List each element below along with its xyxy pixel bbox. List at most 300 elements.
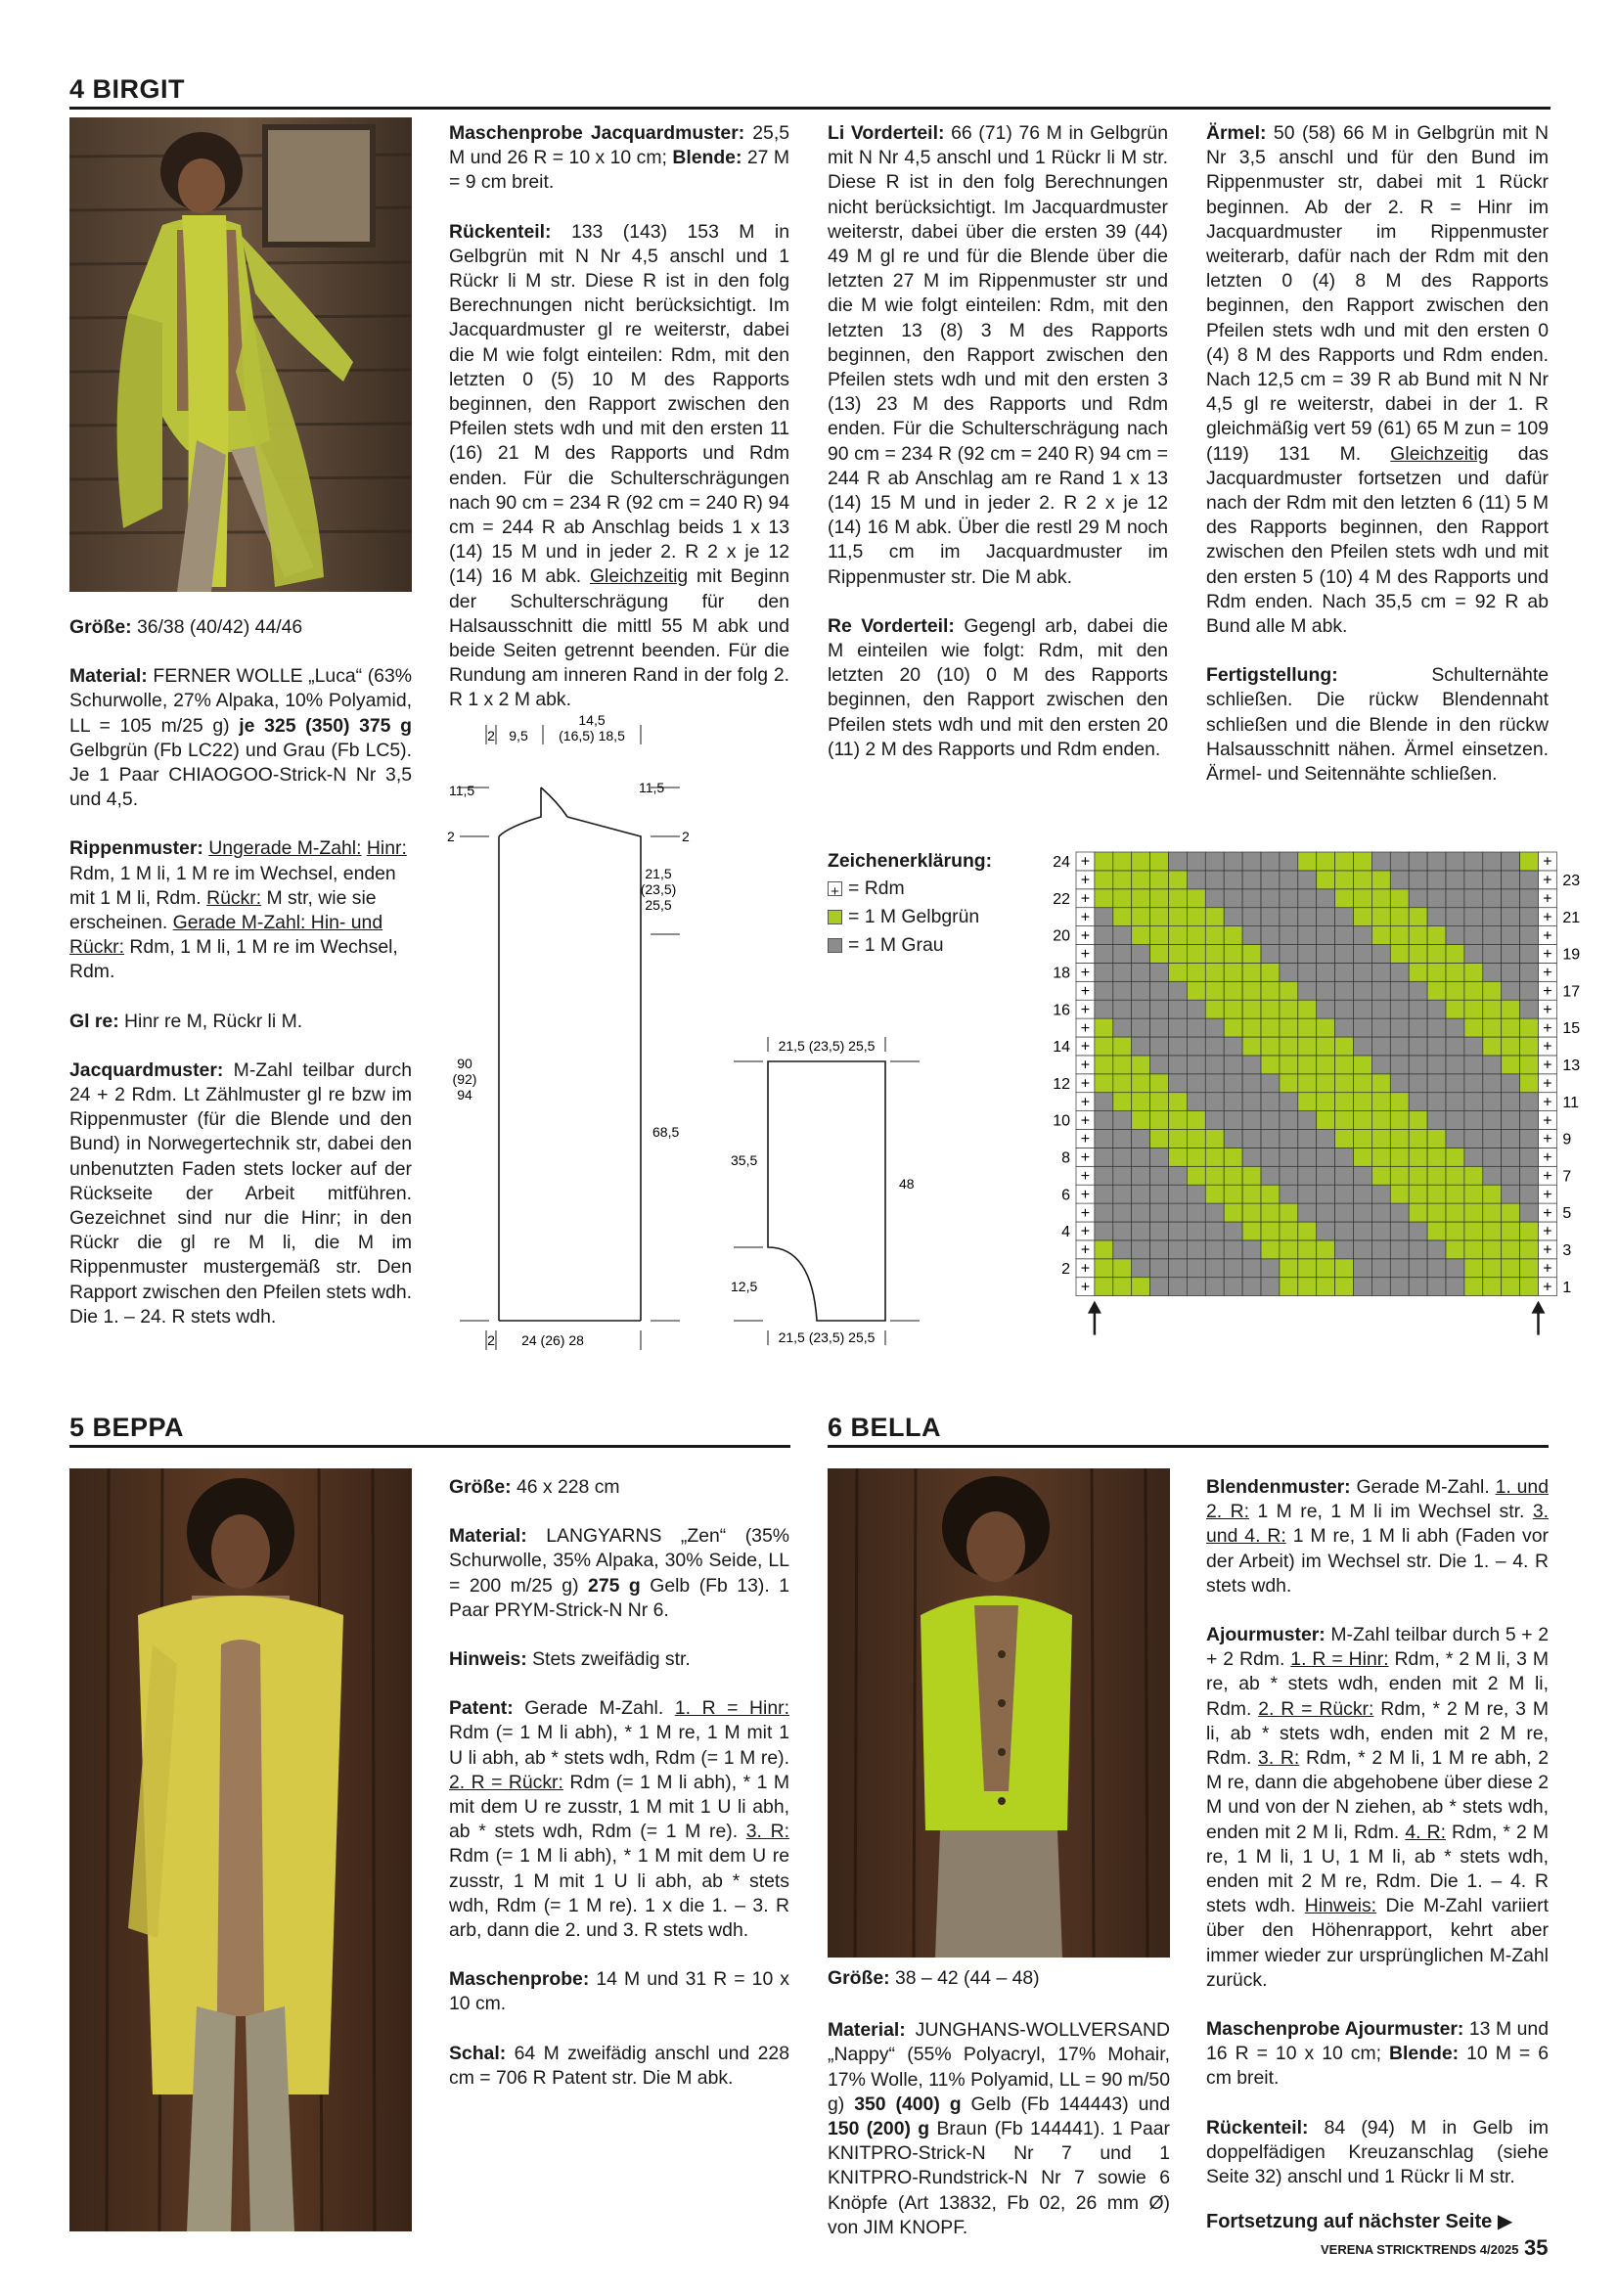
- chart-cell: [1095, 871, 1113, 889]
- beppa-schal: Schal: 64 M zweifädig anschl und 228 cm = 706 R Patent str. Die M abk.: [449, 2042, 789, 2089]
- chart-cell: [1242, 1056, 1261, 1074]
- chart-cell: [1224, 981, 1242, 1000]
- chart-cell: [1242, 1111, 1261, 1130]
- chart-cell: [1280, 945, 1298, 964]
- chart-cell: [1150, 1203, 1169, 1222]
- chart-cell: [1113, 1222, 1132, 1240]
- chart-row-label-left: 8: [1061, 1149, 1070, 1167]
- birgit-rueckenteil: Rückenteil: 133 (143) 153 M in Gelbgrün mit N Nr 4,5 anschl und 1 Rückr li M str. Diese R ist in den folg Berechnungen nicht berücksichtigt. Im Jacquardmuster gl re weiterstr, dabei die M wie folgt einteilen: Rdm, mit den letzten 0 (5) 10 M des Rapports beginnen, den Rapport zwischen den Pfeilen stets wdh und mit den ersten 11 (16) 21 M des Rapports und Rdm enden. Für die Schulterschrägungen nach 90 cm = 234 R (92 cm = 240 R) 94 cm = 244 R ab Anschlag beids 1 x 13 (14) 15 M und in jeder 2. R 2 x je 12 (14) 16 M abk. Gleichzeitig mit Beginn der Schulterschrägung für den Halsausschnitt die mittl 55 M abk und beide Seiten getrennt beenden. Für die Rundung am inneren Rand in der folg 2. R 1 x 2 M abk.: [449, 220, 789, 711]
- chart-row-label-left: 16: [1053, 1002, 1070, 1019]
- chart-cell: [1187, 981, 1205, 1000]
- chart-cell: [1242, 852, 1261, 871]
- chart-cell: [1205, 1037, 1224, 1056]
- chart-cell: [1335, 1148, 1354, 1166]
- chart-cell: [1132, 1074, 1150, 1093]
- chart-cell: [1095, 1166, 1113, 1185]
- chart-row-label-left: 24: [1053, 854, 1070, 872]
- chart-cell: [1187, 963, 1205, 981]
- chart-cell: [1113, 926, 1132, 945]
- chart-cell: [1483, 945, 1502, 964]
- chart-cell: [1464, 1222, 1483, 1240]
- dim-armhole-3: 25,5: [645, 897, 672, 913]
- chart-cell: [1335, 1111, 1354, 1130]
- chart-cell: [1280, 1037, 1298, 1056]
- chart-cell: [1409, 1093, 1427, 1111]
- chart-cell: [1483, 1185, 1502, 1203]
- chart-cell: [1390, 1278, 1409, 1296]
- chart-cell: [1483, 1018, 1502, 1037]
- chart-cell: [1427, 1037, 1446, 1056]
- birgit-col-3: [828, 121, 1168, 787]
- chart-cell: [1502, 1130, 1520, 1148]
- chart-cell: [1205, 1166, 1224, 1185]
- chart-cell: [1446, 945, 1464, 964]
- chart-cell: [1242, 908, 1261, 926]
- chart-cell: [1261, 1093, 1280, 1111]
- chart-cell: [1371, 981, 1390, 1000]
- chart-cell: [1095, 1185, 1113, 1203]
- chart-cell: [1371, 963, 1390, 981]
- chart-cell: [1520, 1018, 1539, 1037]
- chart-cell: [1483, 1074, 1502, 1093]
- chart-cell: [1520, 1203, 1539, 1222]
- chart-cell: [1446, 1203, 1464, 1222]
- dim-bottom-width: 24 (26) 28: [521, 1332, 584, 1348]
- chart-row-label-left: 6: [1061, 1187, 1070, 1204]
- chart-cell: [1280, 1278, 1298, 1296]
- chart-cell: [1464, 1074, 1483, 1093]
- birgit-groesse: Größe: 36/38 (40/42) 44/46: [69, 616, 303, 638]
- chart-cell: [1354, 1166, 1372, 1185]
- chart-cell: [1446, 1240, 1464, 1259]
- chart-cell: [1298, 1185, 1317, 1203]
- chart-cell: [1242, 963, 1261, 981]
- chart-cell: [1187, 1074, 1205, 1093]
- chart-cell: [1242, 1185, 1261, 1203]
- chart-cell: [1371, 871, 1390, 889]
- chart-rdm-mark: +: [1543, 909, 1552, 926]
- chart-cell: [1427, 1074, 1446, 1093]
- birgit-fertigstellung: Fertigstellung: Schulternähte schließen. Die rückw Blendennaht schließen und die Blende in den rückw Halsausschnitt nähen. Ärmel einsetzen. Ärmel- und Seitennähte schließen.: [1206, 664, 1549, 786]
- chart-cell: [1169, 852, 1188, 871]
- sleeve-top-width: 21,5 (23,5) 25,5: [778, 1038, 876, 1054]
- chart-rdm-mark: +: [1080, 1204, 1091, 1222]
- chart-cell: [1483, 871, 1502, 889]
- chart-cell: [1187, 1018, 1205, 1037]
- chart-cell: [1280, 963, 1298, 981]
- chart-row-label-right: 1: [1562, 1279, 1572, 1296]
- chart-cell: [1520, 1074, 1539, 1093]
- chart-rdm-mark: +: [1080, 1168, 1091, 1186]
- section-title-birgit: 4 BIRGIT: [69, 74, 1551, 110]
- chart-cell: [1132, 1222, 1150, 1240]
- chart-cell: [1427, 871, 1446, 889]
- chart-cell: [1427, 1000, 1446, 1018]
- chart-cell: [1132, 1203, 1150, 1222]
- chart-cell: [1354, 1203, 1372, 1222]
- chart-cell: [1242, 926, 1261, 945]
- chart-cell: [1150, 1185, 1169, 1203]
- chart-cell: [1187, 1056, 1205, 1074]
- chart-cell: [1464, 1130, 1483, 1148]
- chart-cell: [1150, 1259, 1169, 1278]
- chart-cell: [1446, 981, 1464, 1000]
- chart-cell: [1242, 1148, 1261, 1166]
- chart-cell: [1446, 852, 1464, 871]
- bella-ajourmuster: Ajourmuster: M-Zahl teilbar durch 5 + 2 + 2 Rdm. 1. R = Hinr: Rdm, * 2 M li, 3 M re, ab * stets wdh, enden mit 2 M li, Rdm. 2. R = Rückr: Rdm, * 2 M re, 3 M li, ab * stets wdh, enden mit 2 M re, Rdm. 3. R: Rdm, * 2 M li, 1 M re abh, 2 M re, dann die abgehobene über diese 2 M und von der N ziehen, ab * stets wdh, enden mit 2 M li, Rdm. 4. R: Rdm, * 2 M re, 1 M li, 1 U, 1 M li, ab * stets wdh, enden mit 2 M re, Rdm. Die 1. – 4. R stets wdh. Hinweis: Die M-Zahl variiert über den Höhenrapport, kehrt aber immer wieder zur ursprünglichen M-Zahl zurück.: [1206, 1624, 1549, 1991]
- chart-rdm-mark: +: [1543, 853, 1552, 871]
- chart-cell: [1298, 1018, 1317, 1037]
- chart-cell: [1317, 1166, 1335, 1185]
- chart-cell: [1354, 1037, 1372, 1056]
- chart-rdm-mark: +: [1543, 1168, 1552, 1186]
- chart-cell: [1150, 963, 1169, 981]
- chart-cell: [1224, 1093, 1242, 1111]
- green-square-icon: [828, 910, 842, 924]
- chart-cell: [1335, 1222, 1354, 1240]
- chart-cell: [1095, 1093, 1113, 1111]
- chart-cell: [1354, 1222, 1372, 1240]
- chart-cell: [1205, 945, 1224, 964]
- sleeve-right-h: 48: [899, 1176, 915, 1192]
- chart-rdm-mark: +: [1543, 1279, 1552, 1296]
- bella-groesse: Größe: 38 – 42 (44 – 48): [828, 1967, 1040, 1989]
- chart-cell: [1446, 1166, 1464, 1185]
- chart-cell: [1502, 1222, 1520, 1240]
- body-outline: [499, 788, 641, 1321]
- chart-cell: [1427, 1166, 1446, 1185]
- chart-cell: [1261, 981, 1280, 1000]
- chart-rdm-mark: +: [1080, 1131, 1091, 1148]
- chart-cell: [1187, 1148, 1205, 1166]
- chart-cell: [1150, 926, 1169, 945]
- chart-cell: [1169, 1240, 1188, 1259]
- chart-cell: [1335, 908, 1354, 926]
- chart-cell: [1298, 1130, 1317, 1148]
- chart-cell: [1169, 1074, 1188, 1093]
- chart-cell: [1205, 963, 1224, 981]
- chart-cell: [1317, 1037, 1335, 1056]
- chart-cell: [1132, 871, 1150, 889]
- chart-cell: [1427, 1018, 1446, 1037]
- chart-cell: [1354, 981, 1372, 1000]
- chart-rdm-mark: +: [1080, 890, 1091, 908]
- chart-cell: [1224, 1185, 1242, 1203]
- chart-cell: [1261, 1148, 1280, 1166]
- chart-cell: [1169, 1222, 1188, 1240]
- chart-cell: [1169, 1166, 1188, 1185]
- chart-cell: [1150, 945, 1169, 964]
- dim-drop-right: 2: [682, 829, 690, 844]
- chart-cell: [1464, 871, 1483, 889]
- chart-cell: [1298, 889, 1317, 908]
- chart-cell: [1335, 981, 1354, 1000]
- chart-cell: [1224, 1037, 1242, 1056]
- chart-cell: [1113, 1259, 1132, 1278]
- chart-cell: [1261, 908, 1280, 926]
- chart-cell: [1261, 963, 1280, 981]
- chart-cell: [1502, 926, 1520, 945]
- chart-cell: [1446, 1074, 1464, 1093]
- chart-cell: [1169, 1130, 1188, 1148]
- chart-cell: [1520, 1278, 1539, 1296]
- chart-cell: [1520, 852, 1539, 871]
- chart-cell: [1371, 945, 1390, 964]
- chart-cell: [1298, 1093, 1317, 1111]
- chart-cell: [1187, 1203, 1205, 1222]
- chart-rdm-mark: +: [1080, 1057, 1091, 1074]
- chart-cell: [1261, 1000, 1280, 1018]
- chart-cell: [1261, 1037, 1280, 1056]
- chart-row-label-left: 14: [1053, 1039, 1070, 1057]
- chart-cell: [1502, 1166, 1520, 1185]
- chart-cell: [1187, 926, 1205, 945]
- chart-cell: [1224, 1000, 1242, 1018]
- chart-cell: [1095, 1148, 1113, 1166]
- chart-cell: [1205, 981, 1224, 1000]
- chart-cell: [1169, 1259, 1188, 1278]
- chart-rdm-mark: +: [1543, 1094, 1552, 1111]
- chart-cell: [1187, 1259, 1205, 1278]
- chart-cell: [1261, 1240, 1280, 1259]
- chart-cell: [1242, 1093, 1261, 1111]
- chart-cell: [1242, 871, 1261, 889]
- chart-cell: [1354, 963, 1372, 981]
- chart-cell: [1446, 1093, 1464, 1111]
- chart-cell: [1187, 1037, 1205, 1056]
- chart-cell: [1335, 1278, 1354, 1296]
- chart-cell: [1483, 1166, 1502, 1185]
- chart-row-label-right: 11: [1562, 1094, 1580, 1111]
- chart-cell: [1205, 1018, 1224, 1037]
- chart-cell: [1187, 1130, 1205, 1148]
- chart-cell: [1280, 1111, 1298, 1130]
- chart-cell: [1464, 1037, 1483, 1056]
- chart-row-label-left: 20: [1053, 927, 1070, 945]
- chart-cell: [1354, 1018, 1372, 1037]
- photo-birgit: [69, 117, 412, 592]
- chart-cell: [1169, 945, 1188, 964]
- chart-cell: [1261, 945, 1280, 964]
- legend-title: Zeichenerklärung:: [828, 850, 993, 872]
- chart-cell: [1280, 1000, 1298, 1018]
- chart-cell: [1298, 1037, 1317, 1056]
- chart-cell: [1335, 926, 1354, 945]
- chart-rdm-mark: +: [1543, 1149, 1552, 1167]
- chart-cell: [1317, 1222, 1335, 1240]
- chart-cell: [1409, 1111, 1427, 1130]
- photo-woman-long-yellow-cardigan-icon: [69, 117, 412, 592]
- chart-row-label-left: 22: [1053, 890, 1070, 908]
- chart-cell: [1464, 1018, 1483, 1037]
- chart-cell: [1483, 1278, 1502, 1296]
- chart-cell: [1335, 1185, 1354, 1203]
- chart-cell: [1464, 1278, 1483, 1296]
- chart-cell: [1242, 981, 1261, 1000]
- chart-cell: [1169, 1037, 1188, 1056]
- chart-cell: [1502, 1278, 1520, 1296]
- chart-rdm-mark: +: [1543, 1186, 1552, 1203]
- chart-cell: [1317, 908, 1335, 926]
- chart-cell: [1502, 1185, 1520, 1203]
- chart-cell: [1242, 945, 1261, 964]
- chart-cell: [1371, 1166, 1390, 1185]
- chart-cell: [1371, 1240, 1390, 1259]
- chart-rdm-mark: +: [1080, 1001, 1091, 1018]
- chart-rdm-mark: +: [1080, 946, 1091, 964]
- chart-cell: [1224, 963, 1242, 981]
- chart-cell: [1150, 1056, 1169, 1074]
- chart-cell: [1483, 889, 1502, 908]
- chart-cell: [1409, 1278, 1427, 1296]
- birgit-col-1: [69, 615, 412, 1354]
- chart-cell: [1409, 1203, 1427, 1222]
- chart-rdm-mark: +: [1543, 1019, 1552, 1037]
- chart-rdm-mark: +: [1543, 965, 1552, 982]
- chart-cell: [1335, 1018, 1354, 1037]
- chart-cell: [1464, 1240, 1483, 1259]
- chart-cell: [1095, 963, 1113, 981]
- chart-cell: [1132, 1093, 1150, 1111]
- chart-cell: [1390, 1148, 1409, 1166]
- chart-cell: [1298, 1240, 1317, 1259]
- chart-cell: [1520, 1166, 1539, 1185]
- dim-drop-left: 2: [447, 829, 455, 844]
- chart-rdm-mark: +: [1080, 909, 1091, 926]
- chart-cell: [1483, 1093, 1502, 1111]
- chart-rdm-mark: +: [1080, 983, 1091, 1001]
- chart-cell: [1242, 889, 1261, 908]
- chart-rdm-mark: +: [1543, 1260, 1552, 1278]
- chart-cell: [1483, 1259, 1502, 1278]
- chart-cell: [1169, 1148, 1188, 1166]
- chart-cell: [1224, 1130, 1242, 1148]
- chart-cell: [1390, 1222, 1409, 1240]
- chart-cell: [1242, 1259, 1261, 1278]
- chart-cell: [1371, 1093, 1390, 1111]
- chart-cell: [1427, 852, 1446, 871]
- chart-rdm-mark: +: [1080, 1186, 1091, 1203]
- chart-cell: [1205, 1222, 1224, 1240]
- chart-cell: [1317, 1074, 1335, 1093]
- chart-cell: [1427, 1222, 1446, 1240]
- chart-cell: [1371, 1278, 1390, 1296]
- chart-cell: [1224, 1278, 1242, 1296]
- chart-cell: [1390, 1093, 1409, 1111]
- chart-cell: [1446, 1111, 1464, 1130]
- chart-cell: [1317, 1148, 1335, 1166]
- chart-cell: [1242, 1130, 1261, 1148]
- chart-cell: [1427, 1130, 1446, 1148]
- chart-cell: [1113, 945, 1132, 964]
- chart-cell: [1298, 1056, 1317, 1074]
- chart-cell: [1317, 1185, 1335, 1203]
- chart-cell: [1224, 1018, 1242, 1037]
- chart-cell: [1280, 871, 1298, 889]
- chart-cell: [1150, 1148, 1169, 1166]
- chart-cell: [1520, 1130, 1539, 1148]
- chart-cell: [1390, 1203, 1409, 1222]
- chart-cell: [1354, 1259, 1372, 1278]
- chart-cell: [1317, 1259, 1335, 1278]
- chart-rdm-mark: +: [1543, 927, 1552, 945]
- chart-cell: [1095, 1222, 1113, 1240]
- chart-cell: [1224, 1074, 1242, 1093]
- chart-cell: [1150, 1130, 1169, 1148]
- chart-cell: [1187, 1000, 1205, 1018]
- chart-cell: [1280, 1093, 1298, 1111]
- dim-neck-h-right: 11,5: [639, 780, 665, 795]
- chart-cell: [1409, 1000, 1427, 1018]
- chart-cell: [1409, 1166, 1427, 1185]
- chart-cell: [1169, 963, 1188, 981]
- chart-cell: [1261, 1056, 1280, 1074]
- chart-cell: [1427, 1148, 1446, 1166]
- chart-cell: [1261, 1130, 1280, 1148]
- chart-cell: [1113, 1185, 1132, 1203]
- chart-cell: [1371, 1074, 1390, 1093]
- section-title-bella: 6 BELLA: [828, 1413, 1549, 1448]
- rapport-arrow-icon: [1088, 1301, 1101, 1314]
- chart-cell: [1409, 871, 1427, 889]
- jacquard-chart: [1035, 847, 1581, 1346]
- chart-cell: [1446, 871, 1464, 889]
- chart-cell: [1371, 1203, 1390, 1222]
- chart-cell: [1390, 1185, 1409, 1203]
- chart-cell: [1483, 852, 1502, 871]
- chart-rdm-mark: +: [1543, 1038, 1552, 1056]
- bella-fortsetzung[interactable]: Fortsetzung auf nächster Seite ▶: [1206, 2211, 1513, 2233]
- chart-cell: [1483, 1037, 1502, 1056]
- chart-cell: [1464, 981, 1483, 1000]
- chart-cell: [1409, 963, 1427, 981]
- chart-cell: [1335, 1166, 1354, 1185]
- chart-cell: [1261, 1259, 1280, 1278]
- chart-rdm-mark: +: [1080, 853, 1091, 871]
- chart-cell: [1502, 1148, 1520, 1166]
- dim-height-3: 94: [457, 1087, 472, 1103]
- chart-cell: [1390, 963, 1409, 981]
- chart-cell: [1317, 1130, 1335, 1148]
- chart-cell: [1427, 1056, 1446, 1074]
- chart-cell: [1113, 852, 1132, 871]
- chart-cell: [1169, 1111, 1188, 1130]
- chart-cell: [1390, 871, 1409, 889]
- chart-cell: [1409, 908, 1427, 926]
- chart-cell: [1464, 889, 1483, 908]
- chart-cell: [1169, 1203, 1188, 1222]
- chart-cell: [1280, 1185, 1298, 1203]
- chart-cell: [1280, 1240, 1298, 1259]
- chart-cell: [1169, 1093, 1188, 1111]
- photo-woman-yellow-scarf-icon: [69, 1468, 412, 2231]
- chart-cell: [1520, 1148, 1539, 1166]
- birgit-col-2: [449, 121, 789, 738]
- chart-cell: [1354, 926, 1372, 945]
- chart-cell: [1169, 1056, 1188, 1074]
- chart-cell: [1113, 889, 1132, 908]
- chart-cell: [1446, 1278, 1464, 1296]
- chart-cell: [1150, 852, 1169, 871]
- chart-cell: [1261, 1166, 1280, 1185]
- chart-cell: [1371, 1111, 1390, 1130]
- chart-cell: [1354, 1185, 1372, 1203]
- chart-cell: [1520, 1093, 1539, 1111]
- chart-cell: [1261, 1111, 1280, 1130]
- chart-cell: [1354, 1278, 1372, 1296]
- chart-cell: [1427, 981, 1446, 1000]
- chart-cell: [1298, 1166, 1317, 1185]
